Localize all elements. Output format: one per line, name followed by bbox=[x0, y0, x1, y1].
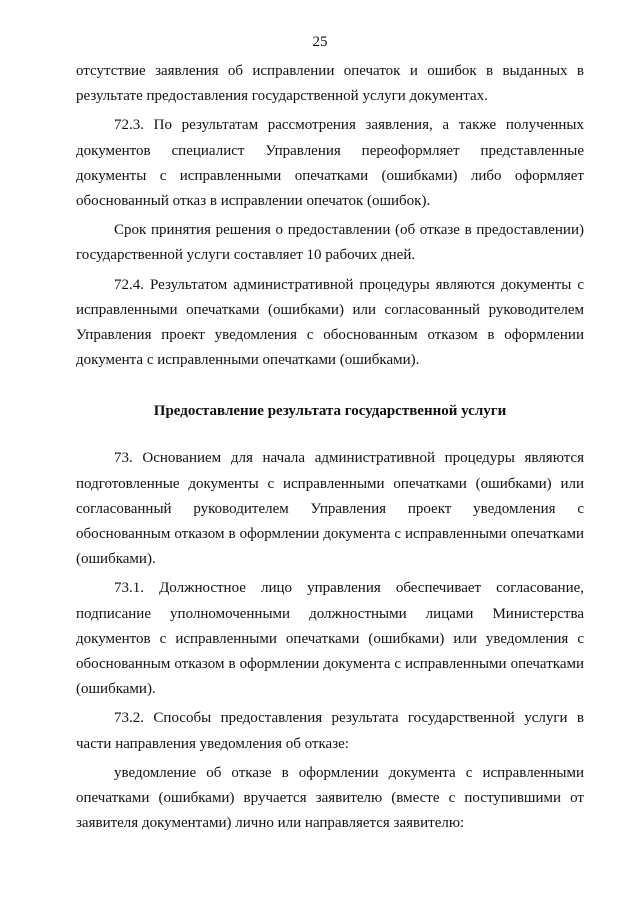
paragraph-continuation: отсутствие заявления об исправлении опечаток и ошибок в выданных в результате предоставления государственной услуги документах. bbox=[76, 63, 584, 105]
paragraph-72-4: 72.4. Результатом административной процедуры являются документы с исправленными опечатками (ошибками) или согласованный руководителем Управления проект уведомления с обоснованным отказом в оформлении документа с исправленными опечатками (ошибками). bbox=[76, 276, 584, 369]
section-heading: Предоставление результата государственной услуги bbox=[153, 403, 507, 420]
paragraph-72-3: 72.3. По результатам рассмотрения заявления, а также полученных документов специалист Управления переоформляет представленные документы с исправленными опечатками (ошибками) либо оформляет обоснованный отказ в исправлении опечаток (ошибок). bbox=[76, 117, 584, 210]
paragraph-decision-term: Срок принятия решения о предоставлении (об отказе в предоставлении) государственной услуги составляет 10 рабочих дней. bbox=[76, 222, 584, 264]
paragraph-73-1: 73.1. Должностное лицо управления обеспечивает согласование, подписание уполномоченными должностными лицами Министерства документов с исправленными опечатками (ошибками) или уведомления с обоснованным отказом в оформлении документа с исправленными опечатками (ошибками). bbox=[76, 580, 584, 698]
paragraph-73: 73. Основанием для начала административной процедуры являются подготовленные документы с исправленными опечатками (ошибками) или согласованный руководителем Управления проект уведомления с обоснованным отказом в оформлении документа с исправленными опечатками (ошибками). bbox=[76, 450, 584, 568]
paragraph-73-2: 73.2. Способы предоставления результата государственной услуги в части направления уведомления об отказе: bbox=[76, 710, 584, 752]
page-number: 25 bbox=[312, 34, 328, 50]
document-body bbox=[76, 59, 584, 836]
paragraph-refusal-notice: уведомление об отказе в оформлении документа с исправленными опечатками (ошибками) вручается заявителю (вместе с поступившими от заявителя документами) лично или направляется заявителю: bbox=[76, 764, 584, 832]
